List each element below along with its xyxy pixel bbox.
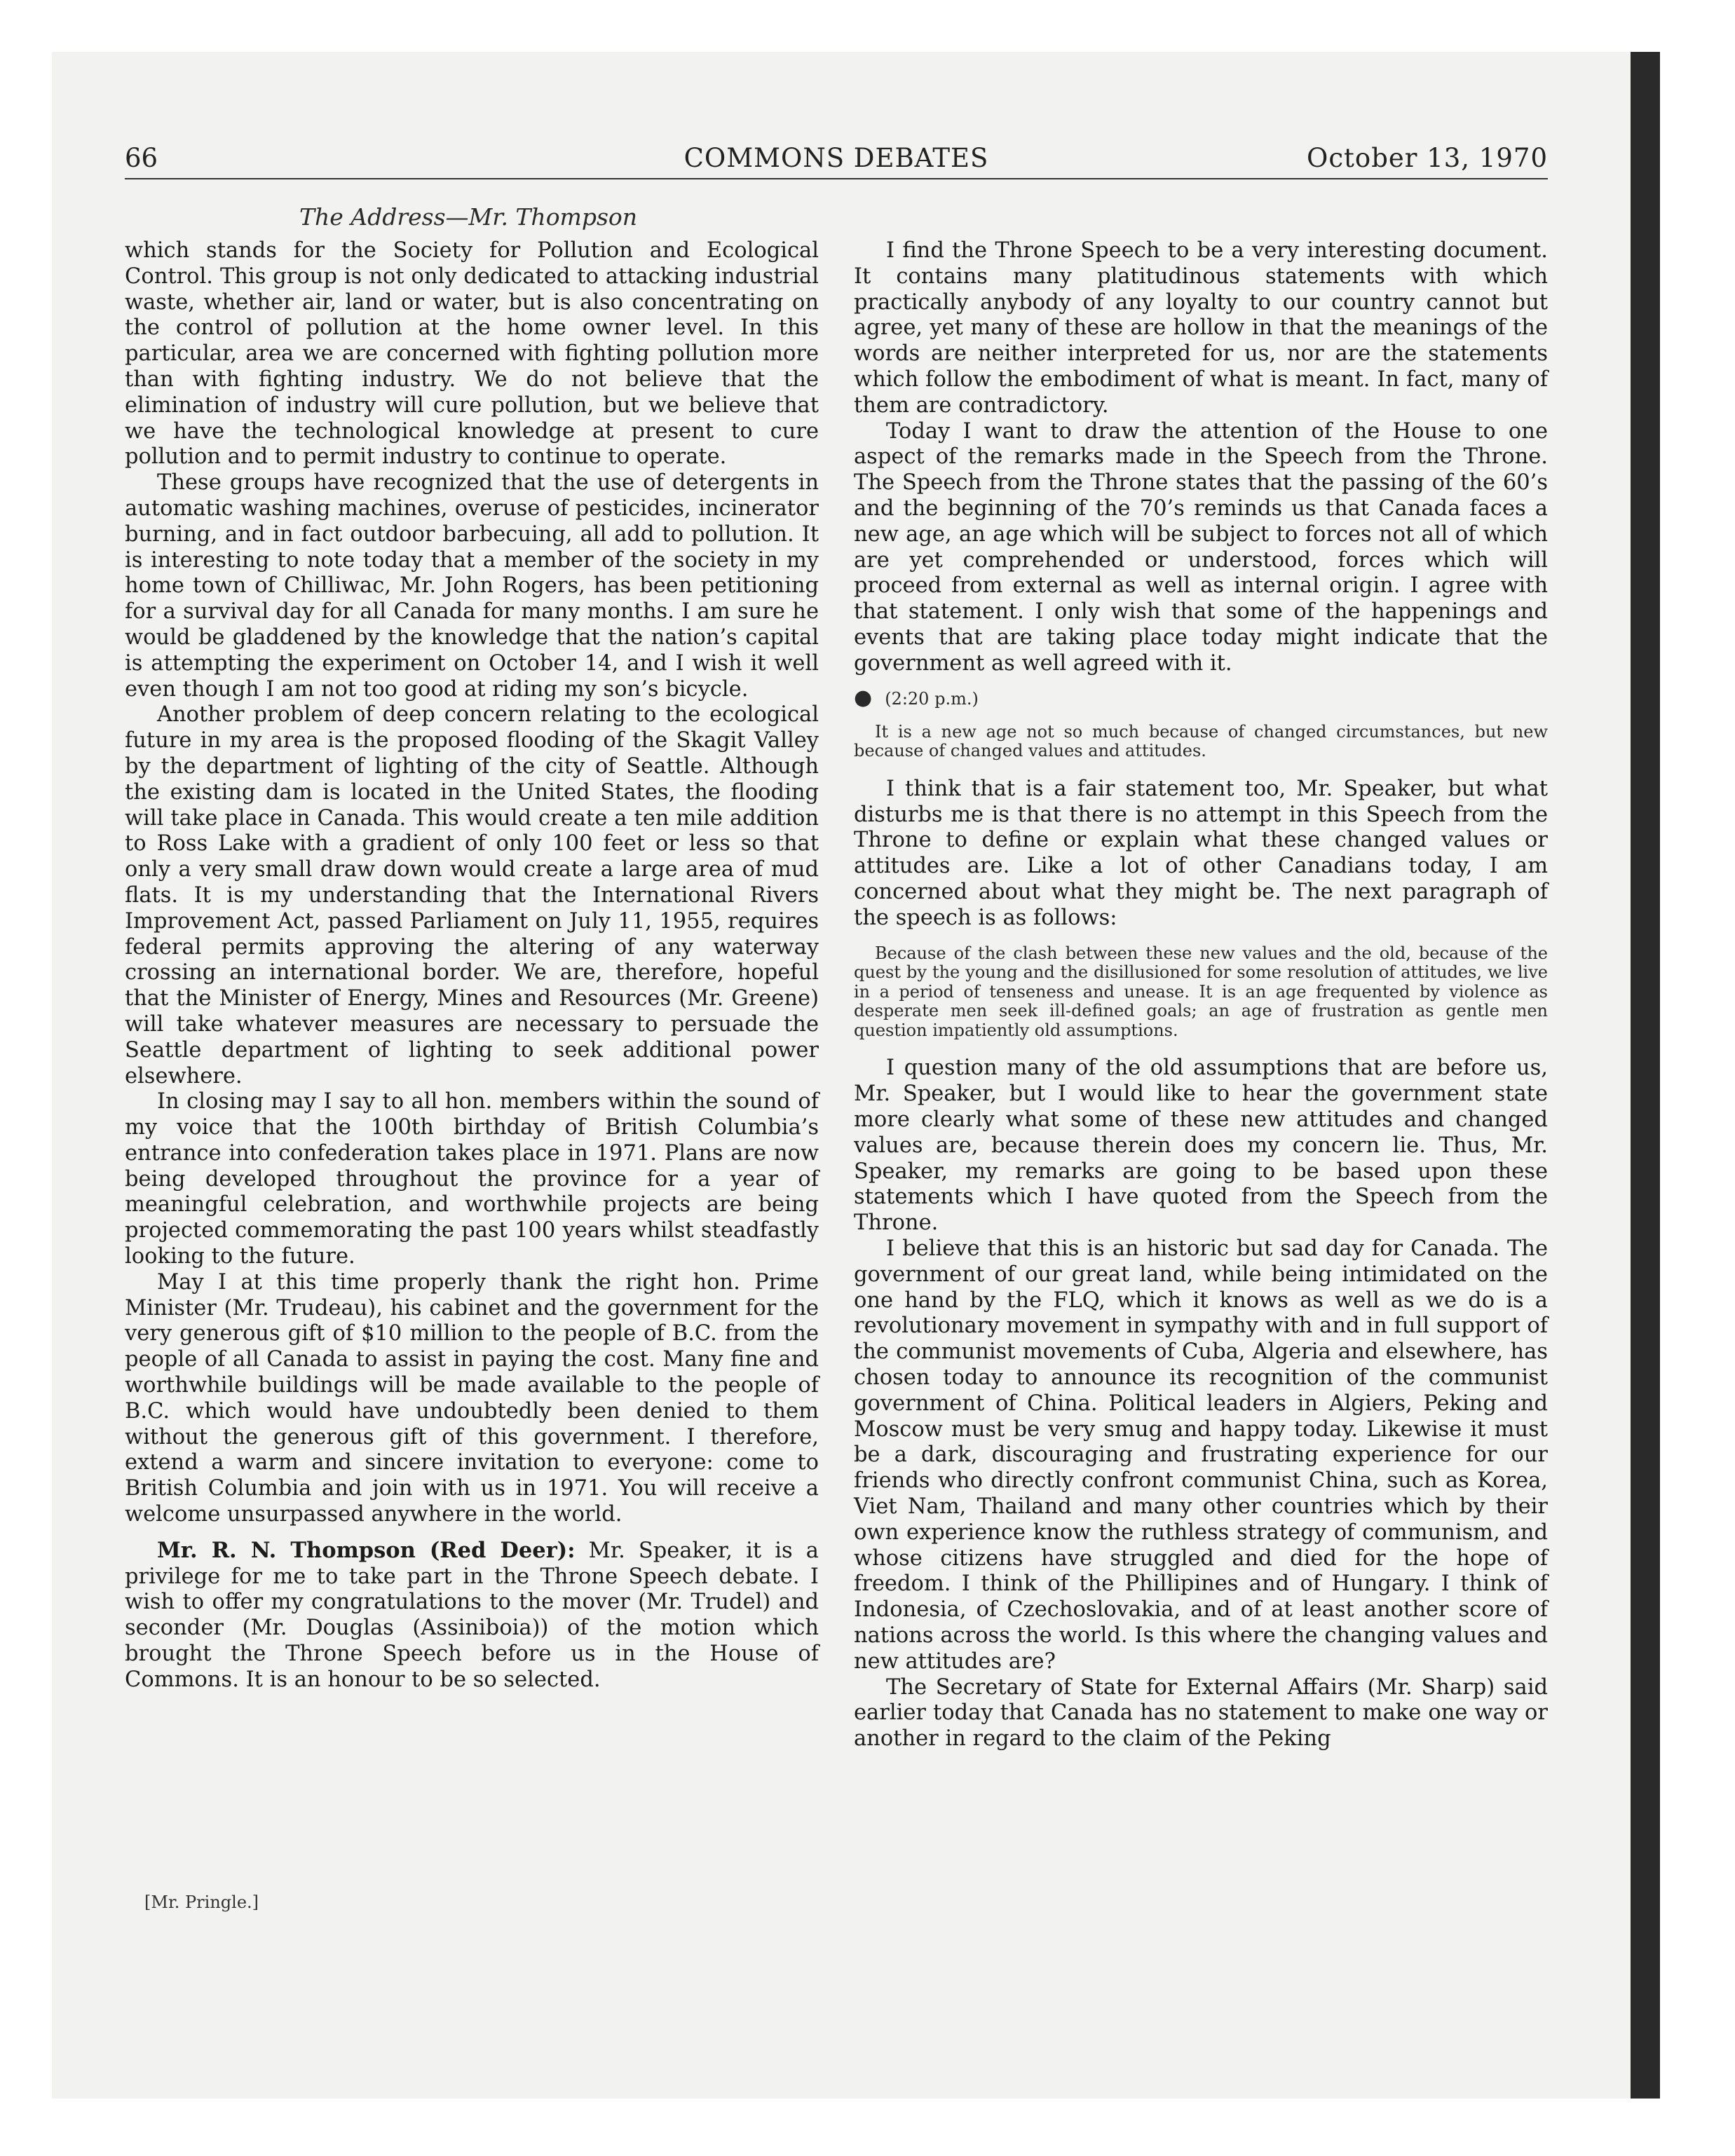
block-quote: It is a new age not so much because of changed circumstances, but new because of changed values and attitudes. bbox=[854, 721, 1548, 761]
speech-paragraph bbox=[125, 1538, 819, 1693]
bullet-icon: ● bbox=[854, 685, 873, 710]
time-stamp bbox=[854, 685, 1548, 710]
paragraph: which stands for the Society for Pollution and Ecological Control. This group is not only dedicated to attacking industrial waste, whether air, land or water, but is also concentrating on the control of pollution at the home owner level. In this particular, area we are concerned with fighting pollution more than with fighting industry. We do not believe that the elimination of industry will cure pollution, but we believe that we have the technological knowledge at present to cure pollution and to permit industry to continue to operate. bbox=[125, 238, 819, 470]
paragraph: May I at this time properly thank the right hon. Prime Minister (Mr. Trudeau), his cabinet and the government for the very generous gift of $10 million to the people of B.C. from the people of all Canada to assist in paying the cost. Many fine and worthwhile buildings will be made available to the people of B.C. which would have undoubtedly been denied to them without the generous gift of this government. I therefore, extend a warm and sincere invitation to everyone: come to British Columbia and join with us in 1971. You will receive a welcome unsurpassed anywhere in the world. bbox=[125, 1269, 819, 1527]
left-column bbox=[125, 238, 819, 1693]
right-column bbox=[854, 238, 1548, 1752]
block-quote: Because of the clash between these new values and the old, because of the quest by the young and the disillusioned for some resolution of attitudes, we live in a period of tenseness and unease. It is an age frequented by violence as desperate men seek ill-defined goals; an age of frustration as gentle men question impatiently old assumptions. bbox=[854, 943, 1548, 1040]
time-stamp-text: (2:20 p.m.) bbox=[885, 688, 979, 709]
page-edge-shadow bbox=[1631, 52, 1660, 2099]
speaker-name: Mr. R. N. Thompson (Red Deer): bbox=[157, 1537, 576, 1563]
publication-date: October 13, 1970 bbox=[1307, 143, 1548, 173]
running-head: The Address—Mr. Thompson bbox=[299, 203, 638, 231]
paragraph: Today I want to draw the attention of the House to one aspect of the remarks made in the Speech from the Throne. The Speech from the Throne states that the passing of the 60’s and the beginning of the 70’s reminds us that Canada faces a new age, an age which will be subject to forces not all of which are yet comprehended or understood, forces which will proceed from external as well as internal origin. I agree with that statement. I only wish that some of the happenings and events that are taking place today might indicate that the government as well agreed with it. bbox=[854, 418, 1548, 676]
paragraph: Another problem of deep concern relating to the ecological future in my area is the proposed flooding of the Skagit Valley by the department of lighting of the city of Seattle. Although the existing dam is located in the United States, the flooding will take place in Canada. This would create a ten mile addition to Ross Lake with a gradient of only 100 feet or less so that only a very small draw down would create a large area of mud flats. It is my understanding that the International Rivers Improvement Act, passed Parliament on July 11, 1955, requires federal permits approving the altering of any waterway crossing an international border. We are, therefore, hopeful that the Minister of Energy, Mines and Resources (Mr. Greene) will take whatever measures are necessary to persuade the Seattle department of lighting to seek additional power elsewhere. bbox=[125, 702, 819, 1089]
paragraph: I find the Throne Speech to be a very interesting document. It contains many platitudinous statements with which practically anybody of any loyalty to our country cannot but agree, yet many of these are hollow in that the meanings of the words are neither interpreted for us, nor are the statements which follow the embodiment of what is meant. In fact, many of them are contradictory. bbox=[854, 238, 1548, 418]
page-header bbox=[125, 143, 1548, 179]
footer-note: [Mr. Pringle.] bbox=[144, 1892, 259, 1912]
page-number: 66 bbox=[125, 143, 158, 173]
paragraph: I question many of the old assumptions that are before us, Mr. Speaker, but I would like to hear the government state more clearly what some of these new attitudes and changed values are, because therein does my concern lie. Thus, Mr. Speaker, my remarks are going to be based upon these statements which I have quoted from the Speech from the Throne. bbox=[854, 1056, 1548, 1236]
publication-title: COMMONS DEBATES bbox=[683, 143, 989, 173]
paragraph: I believe that this is an historic but sad day for Canada. The government of our great land, while being intimidated on the one hand by the FLQ, which it knows as well as we do is a revolutionary movement in sympathy with and in full support of the communist movements of Cuba, Algeria and elsewhere, has chosen today to announce its recognition of the communist government of China. Political leaders in Algiers, Peking and Moscow must be very smug and happy today. Likewise it must be a dark, discouraging and frustrating experience for our friends who directly confront communist China, such as Korea, Viet Nam, Thailand and many other countries which by their own experience know the ruthless strategy of communism, and whose citizens have struggled and died for the hope of freedom. I think of the Phillipines and of Hungary. I think of Indonesia, of Czechoslovakia, and of at least another score of nations across the world. Is this where the changing values and new attitudes are? bbox=[854, 1236, 1548, 1674]
paragraph: In closing may I say to all hon. members within the sound of my voice that the 100th birthday of British Columbia’s entrance into confederation takes place in 1971. Plans are now being developed throughout the province for a year of meaningful celebration, and worthwhile projects are being projected commemorating the past 100 years whilst steadfastly looking to the future. bbox=[125, 1089, 819, 1269]
paragraph: I think that is a fair statement too, Mr. Speaker, but what disturbs me is that there is no attempt in this Speech from the Throne to define or explain what these changed values or attitudes are. Like a lot of other Canadians today, I am concerned about what they might be. The next paragraph of the speech is as follows: bbox=[854, 776, 1548, 930]
paragraph: These groups have recognized that the use of detergents in automatic washing machines, overuse of pesticides, incinerator burning, and in fact outdoor barbecuing, all add to pollution. It is interesting to note today that a member of the society in my home town of Chilliwac, Mr. John Rogers, has been petitioning for a survival day for all Canada for many months. I am sure he would be gladdened by the knowledge that the nation’s capital is attempting the experiment on October 14, and I wish it well even though I am not too good at riding my son’s bicycle. bbox=[125, 470, 819, 702]
paragraph: The Secretary of State for External Affairs (Mr. Sharp) said earlier today that Canada has no statement to make one way or another in regard to the claim of the Peking bbox=[854, 1674, 1548, 1752]
speech-text: Mr. Speaker, it is a privilege for me to take part in the Throne Speech debate. I wish to offer my congratulations to the mover (Mr. Trudel) and seconder (Mr. Douglas (Assiniboia)) of the motion which brought the Throne Speech before us in the House of Commons. It is an honour to be so selected. bbox=[125, 1538, 819, 1692]
